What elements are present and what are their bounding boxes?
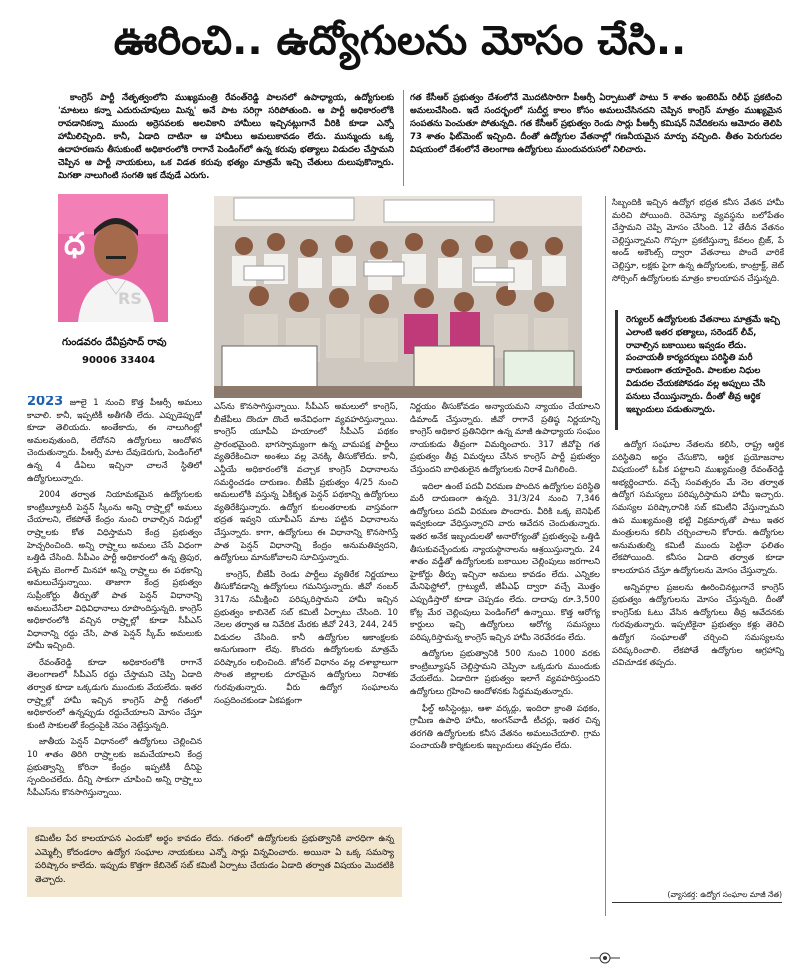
protest-photo [214,196,582,398]
column-divider [605,196,606,916]
lead-right [410,92,782,184]
author-portrait-icon [58,194,168,322]
year-highlight: 2023 [27,396,64,409]
body-paragraph: అన్నివర్గాల ప్రజలను ఊరించినట్లుగానే కాంగ్రెస్ ప్రభుత్వం ఉద్యోగులను మోసం చేస్తున్నది. దీంతో కాంగ్రెస్‌కు ఓటు వేసిన ఉద్యోగులు తీవ్ర ఆవేదనకు గురవుతున్నారు. ఇప్పటికైనా ప్రభుత్వం కళ్లు తెరిచి ఉద్యోగ సంఘాలతో చర్చించి సమస్యలను పరిష్కరించాలి. లేకపోతే ఉద్యోగుల ఆగ్రహాన్ని చవిచూడక తప్పదు. [612,581,784,668]
svg-text:RS: RS [118,289,142,308]
body-column-1 [27,396,202,820]
compass-ornament-icon [590,950,620,966]
author-photo [58,194,168,322]
body-paragraph: ఇదిలా ఉంటే పదవీ విరమణ పొందిన ఉద్యోగుల పరిస్థితి మరీ దారుణంగా ఉన్నది. 31/3/24 నుంచి 7,346 ఉద్యోగులు పదవీ విరమణ పొందారు. వీరికి ఒక్క బెనిఫిట్ ఇవ్వకుండా వేధిస్తున్నారని వారు ఆవేదన చెందుతున్నారు. ఇతర అనేక ఇబ్బందులతో అనారోగ్యంతో ప్రభుత్వంపై ఒత్తిడి తీసుకువచ్చేందుకు న్యాయస్థానాలను ఆశ్రయిస్తున్నారు. 24 శాతం వడ్డీతో ఉద్యోగులకు బకాయిల చెల్లింపులు జరగాలని హైకోర్టు తీర్పు ఇచ్చినా అమలు కావడం లేదు. ఎన్నికల మేనిఫెస్టోలో, గ్రాట్యుటీ, జీపీఎఫ్ ద్వారా వచ్చే మొత్తం ఎప్పుడిస్తారో కూడా చెప్పడం లేదు. దాదాపు రూ.3,500 కోట్ల మేర చెల్లింపులు పెండింగ్‌లో ఉన్నాయి. కొత్త ఆరోగ్య కార్డులు ఇచ్చి ఉద్యోగులు ఆరోగ్య సమస్యలు పరిష్కరిస్తామన్న కాంగ్రెస్ ఇచ్చిన హామీ నెరవేరడం లేదు. [410,480,600,642]
author-phone: 90006 33404 [82,355,156,366]
highlight-box: కమిటీల పేర కాలయాపన ఎందుకో అర్థం కావడం లేదు. గతంలో ఉద్యోగులకు ప్రభుత్వానికి వారధిగా ఉన్న ఎమ్మెల్సీ కోదండరాం ఉద్యోగ సంఘాల నాయకులు ఎన్నో సార్లు విన్నవించారు. అయినా ఏ ఒక్క సమస్యా పరిష్కారం కాలేదు. ఇప్పుడు కొత్తగా కేబినెట్ సబ్ కమిటీ ఏర్పాటు చేయడం ఏడాది తర్వాత విషయం మొదటికి తెచ్చారు. [27,827,402,897]
body-paragraph: నిర్ణయం తీసుకోవడం అన్యాయమని న్యాయం చేయాలని డిమాండ్ చేస్తున్నారు. జీవో రాగానే ప్రతిష్ఠ నిర్ణయాన్ని కాంగ్రెస్ అధికార ప్రతినిధిగా ఉన్న మాజీ ఉపాధ్యాయ సంఘం నాయకుడు తీవ్రంగా విమర్శించారు. 317 జీవోపై గత ప్రభుత్వం తీవ్ర విమర్శలు చేసిన కాంగ్రెస్ పార్టీ ప్రభుత్వం చేస్తుందని బాధితులైన ఉద్యోగులకు నిరాశే మిగిలింది. [410,401,600,474]
body-paragraph: రేవంత్‌రెడ్డి కూడా అధికారంలోకి రాగానే తెలంగాణలో సీపీఎస్ రద్దు చేస్తామని చెప్పి ఏడాది తర్వాత కూడా ఒక్కడుగు ముందుకు వేయలేదు. ఇతర రాష్ర్టాల్లో హామీ ఇచ్చిన కాంగ్రెస్ పార్టీ గతంలో అధికారంలో ఉన్నప్పుడు రద్దుచేయాలని మోసం చేస్తూ కుంటి సాకులతో కేంద్రంపైకి నెపం నెట్టేస్తున్నది. [27,656,202,730]
lead-right-text: గత కేసీఆర్ ప్రభుత్వం దేశంలోనే మొదటిసారిగా పీఆర్సీ ఏర్పాటుతో పాటు 5 శాతం ఇంటెరిమ్ రిలీఫ్ ప్రకటించి అమలుచేసింది. ఇదే సందర్భంలో సుదీర్ఘ కాలం కోసం అమలుచేసినదని చెప్పిన కాంగ్రెస్ మాత్రం ముఖ్యమైన సంపతను పెంచుతూ పోతున్నది. గత కేసీఆర్ ప్రభుత్వం రెండు సార్లు పీఆర్సీ కమిషన్ నివేదికలను ఆమోదం తెలిపి 73 శాతం ఫిట్‌మెంట్ ఇచ్చింది. దీంతో ఉద్యోగుల వేతనాల్లో గణనీయమైన మార్పు వచ్చింది. తీతం పెరుగుదల విషయంలో దేశంలోనే తెలంగాణ ఉద్యోగులు ముందువరుసలో నిలిచారు. [410,93,782,155]
body-paragraph: 2023 జూలై 1 నుంచి కొత్త పీఆర్సీ అమలు కావాలి. కానీ, ఇప్పటికీ అతీగతీ లేదు. ఎప్పుడెప్పుడో కూడా తెలియదు. అంతేకాదు, ఈ నాలుగింట్లో అమలవుతుంది, లేదోనని ఉద్యోగులు ఆందోళన చెందుతున్నారు. పీఆర్సీ మాట దేవుడెరుగు, పెండింగ్‌లో ఉన్న 4 డీఏలు ఇచ్చినా చాలనే స్థితిలో ఉద్యోగులున్నారు. [27,396,202,483]
lead-left [58,92,394,184]
author-credit: (వ్యాసకర్త: ఉద్యోగ సంఘాల మాజీ నేత) [667,890,782,899]
body-paragraph: ఉద్యోగుల ప్రభుత్వానికి 500 నుంచి 1000 వరకు కాంట్రిబ్యూషన్ చెల్లిస్తామని చెప్పినా ఒక్కడుగు ముందుకు వేయలేదు. ఏడాదిగా ప్రభుత్వం ఇలాగే వ్యవహరిస్తుందని ఉద్యోగులు గ్రహించి ఆందోళనకు సిద్ధమవుతున్నారు. [410,648,600,697]
svg-text:ధ: ధ [64,227,86,262]
pull-quote-side: రెగ్యులర్ ఉద్యోగులకు వేతనాలు మాత్రమే ఇచ్చి ఎలాంటి ఇతర భత్యాలు, సరెండర్ లీవ్, రావాల్సిన బకాయిలు ఇవ్వడం లేదు. పంచాయతీ కార్యదర్శులు పరిస్థితి మరీ దారుణంగా తయారైంది. పాలకుల నిధుల విడుదల చేయకపోవడం వల్ల అప్పులు చేసి పనులు చేయిస్తున్నారు. దీంతో తీవ్ర ఆర్థిక ఇబ్బందులు పడుతున్నారు. [615,310,783,430]
body-paragraph: జాతీయ పెన్షన్ విధానంలో ఉద్యోగులు చెల్లించిన 10 శాతం తిరిగి రాష్ర్టాలకు జమచేయాలని కేంద్ర ప్రభుత్వాన్ని కోరినా కేంద్రం ఇప్పటికీ దీనిపై స్పందించలేదు. దీన్ని సాకుగా చూపించి అన్ని రాష్ర్టాలు సీపీఎస్‌ను కొనసాగిస్తున్నాయి. [27,736,202,797]
body-paragraph: ఫీల్డ్ అసిస్టెంట్లు, ఆశా వర్కర్లు, ఇందిరా క్రాంతి పథకం, గ్రామీణ ఉపాధి హామీ, అంగన్‌వాడీ టీచర్లు, ఇతర చిన్న తరగతి ఉద్యోగులకు కనీస వేతనం అమలుచేయాలి. గ్రామ పంచాయతీ కార్మికులకు ఇబ్బందులు తప్పడం లేదు. [410,702,600,751]
protest-crowd-icon [214,196,582,398]
body-paragraph: సిబ్బందికి ఇచ్చిన ఉద్యోగ భద్రత కనీస వేతన హామీ మరిచి పోయింది. రెవెన్యూ వ్యవస్థను బలోపేతం చేస్తామని చెప్పి మోసం చేసింది. 12 తేదీన వేతనం చెల్లిస్తున్నామని గొప్పగా ప్రకటిస్తున్నా కేవలం బ్రిజ్, పే అండ్ అకౌంట్స్ ద్వారా వేతనాలు పొందే వారికే చెల్లిస్తూ, లక్షకు పైగా ఉన్న ఉద్యోగులకు, కాంట్రాక్ట్, జెట్ సోర్సింగ్ ఉద్యోగులకు మాత్రం కాలయాపన చేస్తున్నది. [612,197,784,283]
body-paragraph: ఎస్‌ను కొనసాగిస్తున్నాయి. సీపీఎస్ అమలులో కాంగ్రెస్, బీజేపీలు దొందూ దొందే అనేవిధంగా వ్యవహరిస్తున్నాయి. కాంగ్రెస్ యూపీఏ హయాంలో సీపీఎస్ పథకం ప్రారంభమైంది. భాగస్వామ్యంగా ఉన్న వామపక్ష పార్టీలు వ్యతిరేకించినా అంశలు వల్ల వెనక్కి తీసుకోలేదు. కానీ, ఎన్డీయే అధికారంలోకి వచ్చాక కాంగ్రెస్ విధానాలను సమర్థించడం దారుణం. బీజేపీ ప్రభుత్వం 4/25 నుంచి అమలులోకి వస్తున్న ఏకీకృత పెన్షన్ పథకాన్ని ఉద్యోగులు వ్యతిరేకిస్తున్నారు. ఉద్యోగ కులంతరాలకు వాస్తవంగా భద్రత ఇవ్వని యూపీఎస్‌ మాట పట్టిన విధానాలను చేస్తున్నారు. కాగా, ఉద్యోగులు ఈ విధానాన్ని కొనసాగిస్తే పాత పెన్షన్ విధానాన్ని కేంద్రం అనుమతివ్వదని, ఉద్యోగులు మానుకోవాలని సూచిస్తున్నారు. [214,401,398,563]
body-paragraph: కాంగ్రెస్, బీజేపీ రెండు పార్టీలు వ్యతిరేక నిర్ణయాలు తీసుకోవడాన్ని ఉద్యోగులు గమనిస్తున్నారు. జీవో నంబర్ 317ను సమీక్షించి పరిష్కరిస్తామని హామీ ఇచ్చిన ప్రభుత్వం కాబినెట్ సబ్ కమిటీ ఏర్పాటు చేసింది. 10 నెలల తర్వాత ఆ నివేదిక మేరకు జీవో 243, 244, 245 విడుదల చేసింది. కానీ ఉద్యోగుల ఆకాంక్షలకు అనుగుణంగా లేవు. కొందరు ఉద్యోగులకు మాత్రమే పరిష్కారం లభించింది. జోనల్ విధానం వల్ల దశాబ్దాలుగా సొంత జిల్లాలకు దూరమైన ఉద్యోగులు నిరాశకు గురవుతున్నారు. వీరు ఉద్యోగ సంఘాలను సంప్రదించకుండా ఏకపక్షంగా [214,568,398,705]
body-column-4-bottom [612,438,784,886]
author-name: గుండవరం దేవీప్రసాద్ రావు [62,337,167,348]
body-column-4-top [612,196,784,306]
column-divider [403,90,404,186]
headline: ఊరించి.. ఉద్యోగులను మోసం చేసి.. [113,18,687,64]
body-paragraph: ఉద్యోగ సంఘాల నేతలను కలిసి, రాష్ట్ర ఆర్థిక పరిస్థితిని అర్థం చేసుకొని, ఆర్థిక ప్రయోజనాల విషయంలో ఓపిక పట్టాలని ముఖ్యమంత్రి రేవంత్‌రెడ్డి అభ్యర్థించారు. వచ్చే సంవత్సరం మే నెల తర్వాత ఉద్యోగ సమస్యలు పరిష్కరిస్తామని హామీ ఇచ్చారు. సమస్యల పరిష్కారానికి సబ్ కమిటీని వేస్తున్నామని ఉప ముఖ్యమంత్రి భట్టి విక్రమార్కతో పాటు ఇతర మంత్రులను కలిసి చర్చించాలని కోరారు. ఉద్యోగుల అనుమతుల్ని కమిటీ ముందు పెట్టినా ఫలితం లేకపోయింది. కనీసం ఏడాది తర్వాత కూడా కాలయాపన చేస్తూ ఉద్యోగులను మోసం చేస్తున్నారు. [612,439,784,575]
body-column-3 [410,400,600,920]
credit-divider [612,902,782,903]
body-column-2 [214,400,398,820]
body-paragraph: 2004 తర్వాత నియామకమైన ఉద్యోగులకు కాంట్రిబ్యూటరీ పెన్షన్ స్కీంను అన్ని రాష్ర్టాల్లో అమలు చేయాలని, లేకపోతే కేంద్రం నుంచి రావాల్సిన నిధుల్లో రాష్ర్టాలకు కోత విధిస్తామని కేంద్ర ప్రభుత్వం హెచ్చరించింది. అన్ని రాష్ర్టాలు అమలు చేసే విధంగా ఒత్తిడి చేసింది. సీపీఎం పార్టీ అధికారంలో ఉన్న త్రిపుర, పశ్చిమ బెంగాల్ మినహా అన్ని రాష్ర్టాలు ఈ పథకాన్ని అమలుచేస్తున్నాయి. తాజాగా కేంద్ర ప్రభుత్వం సుప్రీంకోర్టు తీర్పుతో పాత పెన్షన్ విధానాన్ని అమలుచేసేలా విధివిధానాలు రూపొందిస్తున్నది. కాంగ్రెస్ అధికారంలోకి వచ్చిన రాష్ర్టాల్లో కూడా సీపీఎస్ విధానాన్ని రద్దు చేసి, పాత పెన్షన్ స్కీమ్ అమలుకు హామీ ఇచ్చింది. [27,489,202,651]
lead-left-text: కాంగ్రెస్ పార్టీ నేతృత్వంలోని ముఖ్యమంత్రి రేవంత్‌రెడ్డి పాలనలో ఉపాధ్యాయ, ఉద్యోగులకు 'మాటలు కన్నా ఎదురుచూపులు మిన్న' అనే పాట సరిగ్గా సరిపోతుంది. ఆ పార్టీ అధికారంలోకి రావడానికన్నా ముందు అర్రెసవలకు అలవికాని హామీలు ఇచ్చినట్లుగానే వీరికి కూడా ఎన్నో హామీలిచ్చింది. కానీ, ఏడాది దాటినా ఆ హామీలు అమలుకావడం లేదు. మున్ముందు ఒక్క ఉదాహరణను తీసుకుంటే అధికారంలోకి రాగానే పెండింగ్‌లో ఉన్న కరువు భత్యాలు విడుదల చేస్తామని చెప్పిన ఆ పార్టీ నాయకులు, ఒక విడత కరువు భత్యం మాత్రమే ఇచ్చి చేతులు దులుపుకొన్నారు. మిగతా నాలుగింటి సంగతి ఇక దేవుడే ఎరుగు. [58,93,394,181]
